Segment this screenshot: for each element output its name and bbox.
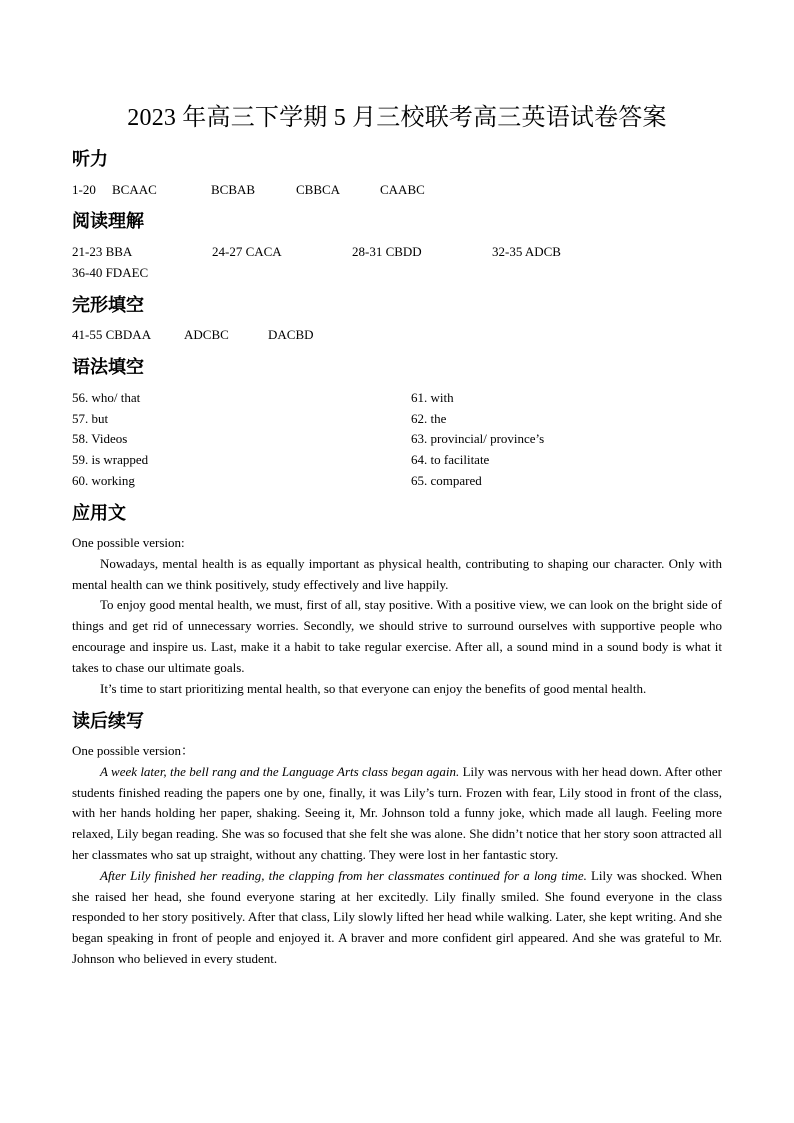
version-intro: One possible version: (72, 535, 185, 550)
story-text: Lily was shocked. When she raised her head, she found everyone staring at her excitedly. Lily finally smiled. She found everyone in the class responded to her story positively. After that class, Lily slowly lifted her head while walking. Later, she kept writing. And she began speaking in front of people and enjoyed it. A braver and more confident girl appeared. And she was grateful to Mr. Johnson who believed in every student. (72, 867, 722, 966)
grammar-answer: 60. working (72, 473, 135, 488)
answer-group: CAABC (380, 182, 425, 197)
grammar-answer: 58. Videos (72, 431, 128, 446)
answer-group: 41-55 CBDAA (72, 327, 152, 342)
practical-writing-text (72, 533, 722, 699)
essay-paragraph: Nowadays, mental health is as equally important as physical health, contributing to shaping our character. Only with mental health can we think positively, study effectively and live happily. (72, 555, 722, 592)
answer-group: 24-27 CACA (212, 244, 282, 259)
answer-group: 28-31 CBDD (352, 244, 422, 259)
answer-group: ADCBC (184, 327, 229, 342)
answer-group: BCAAC (112, 182, 157, 197)
given-opening-sentence: After Lily finished her reading, the clapping from her classmates continued for a long time. (100, 867, 587, 883)
continuation-writing-text (72, 741, 722, 970)
answer-group: 32-35 ADCB (492, 244, 561, 259)
story-text: Lily was nervous with her head down. After other students finished reading the papers one by one, finally, it was Lily’s turn. Frozen with fear, Lily stood in front of the class, with her hands holding her paper, shaking. Seeing it, Mr. Johnson told a funny joke, which made all laugh. Feeling more relaxed, Lily began reading. She was so focused that she felt she was alone. She didn’t notice that her story soon attracted all her classmates who sat up straight, without any chatting. They were lost in her fantastic story. (72, 763, 722, 862)
essay-paragraph: To enjoy good mental health, we must, first of all, stay positive. With a positive view, we can look on the bright side of things and get rid of unnecessary worries. Secondly, we should strive to surround ourselves with supportive people who encourage and inspire us. Last, make it a habit to take regular exercise. After all, a sound mind in a sound body is what it takes to chase our ultimate goals. (72, 597, 722, 675)
answer-group: CBBCA (296, 182, 341, 197)
story-paragraph (72, 762, 722, 866)
section-heading-listening: 听力 (72, 149, 108, 170)
section-heading-cloze: 完形填空 (72, 295, 144, 316)
answer-group: 21-23 BBA (72, 244, 133, 259)
section-heading-grammar: 语法填空 (72, 357, 144, 378)
grammar-answer: 57. but (72, 411, 109, 426)
story-paragraph (72, 866, 722, 970)
section-heading-continuation-writing: 读后续写 (72, 711, 144, 732)
grammar-answer: 63. provincial/ province’s (411, 431, 545, 446)
page-title: 2023 年高三下学期 5 月三校联考高三英语试卷答案 (127, 105, 667, 131)
grammar-answer: 56. who/ that (72, 390, 141, 405)
answer-group: BCBAB (211, 182, 256, 197)
section-heading-reading: 阅读理解 (72, 211, 144, 232)
listening-range: 1-20 (72, 182, 96, 197)
grammar-answer: 62. the (411, 411, 447, 426)
grammar-answer: 64. to facilitate (411, 452, 490, 467)
grammar-answer: 61. with (411, 390, 454, 405)
given-opening-sentence: A week later, the bell rang and the Language Arts class began again. (100, 763, 460, 779)
grammar-answer: 65. compared (411, 473, 482, 488)
essay-paragraph: It’s time to start prioritizing mental health, so that everyone can enjoy the benefits of good mental health. (100, 680, 647, 696)
section-heading-practical-writing: 应用文 (72, 503, 126, 524)
grammar-answer: 59. is wrapped (72, 452, 149, 467)
answer-group: 36-40 FDAEC (72, 265, 149, 280)
version-intro: One possible version： (72, 743, 195, 758)
answer-group: DACBD (268, 327, 314, 342)
